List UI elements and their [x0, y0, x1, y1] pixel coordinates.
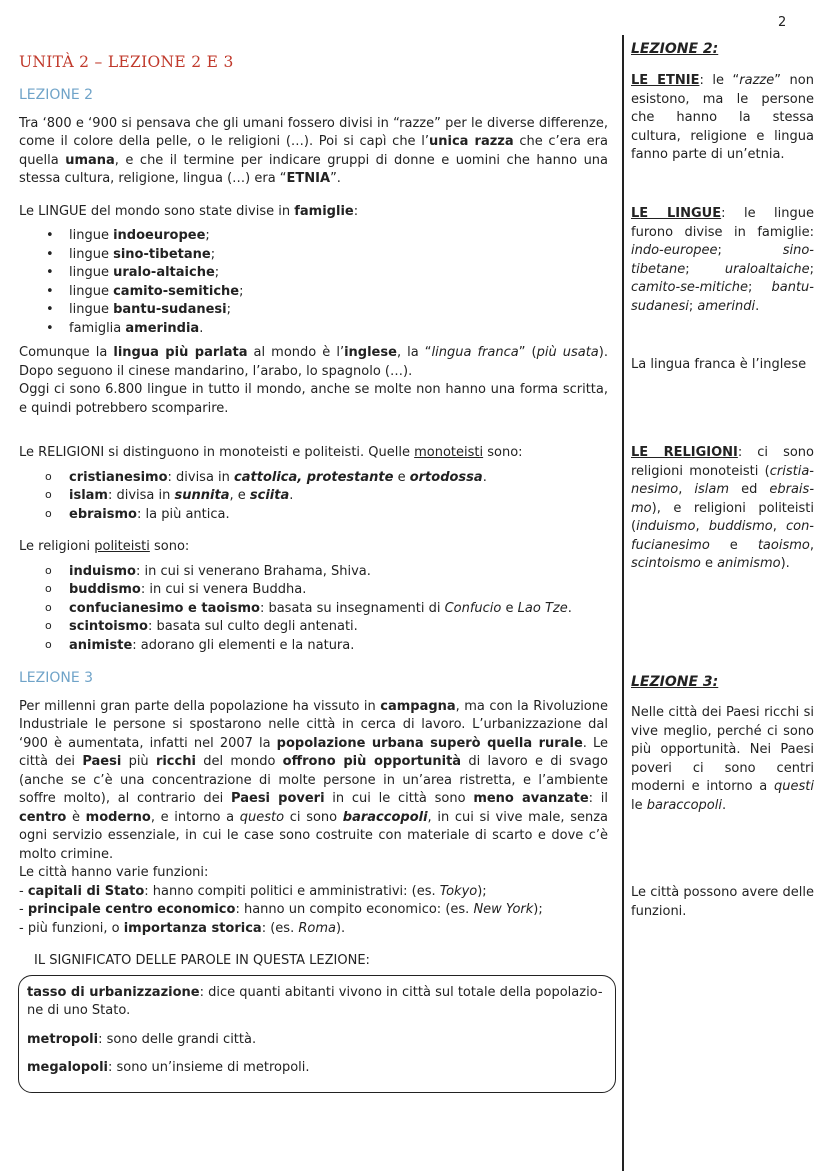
glossary-entry: tasso di urbanizzazione: dice quanti abitanti vivono in città sul totale della popolazio-ne di uno Stato. — [27, 984, 603, 1018]
list-item: • lingue uralo-altaiche; — [19, 264, 608, 283]
list-item: o cristianesimo: divisa in cattolica, protestante e ortodossa. — [19, 469, 608, 488]
list-item: • lingue camito-semitiche; — [19, 283, 608, 302]
list-item: o confucianesimo e taoismo: basata su insegnamenti di Confucio e Lao Tze. — [19, 600, 608, 619]
politeisti-list — [19, 563, 608, 656]
side-lesson-2-heading: LEZIONE 2: — [631, 41, 719, 57]
etnia-paragraph: Tra ‘800 e ‘900 si pensava che gli umani fossero divisi in “razze” per le diverse differenze, come il colore della pelle, o le religioni (…). Poi si capì che l’unica razza che c’era era quella umana, e che il termine per indicare gruppi di donne e uomini che hanno una stessa cultura, religione, lingua (…) era “ETNIA”. — [19, 115, 609, 186]
glossary-entry: megalopoli: sono un’insieme di metropoli. — [27, 1060, 310, 1075]
side-religioni: LE RELIGIONI: ci sono religioni monoteisti (cristia-nesimo, islam ed ebrais-mo), e religioni politeisti (induismo, buddismo, con-fucianesimo e taoismo, scintoismo e animismo). — [631, 445, 815, 571]
column-divider — [622, 35, 624, 1171]
side-lingue: LE LINGUE: le lingue furono divise in famiglie: indo-europee; sino-tibetane; uraloaltaiche; camito-se-mitiche; bantu-sudanesi; amerindi. — [631, 206, 814, 314]
lesson-2-heading: LEZIONE 2 — [19, 87, 94, 103]
glossary-entry: metropoli: sono delle grandi città. — [27, 1031, 257, 1047]
urbanizzazione-paragraph: Per millenni gran parte della popolazione ha vissuto in campagna, ma con la Rivoluzione Industriale le persone si spostarono nelle città in cerca di lavoro. L’urbanizzazione dal ‘900 è aumentata, infatti nel 2007 la popolazione urbana superò quella rurale. Le città dei Paesi più ricchi del mondo offrono più opportunità di lavoro e di svago (anche se c’è una concentrazione di molte persone in un’area ristretta, e l’ambiente soffre molto), al contrario dei Paesi poveri in cui le città sono meno avanzate: il centro è moderno, e intorno a questo ci sono baraccopoli, in cui si vive male, senza ogni servizio essenziale, in cui le case sono costruite con materiale di scarto e dove c’è molto crimine. — [19, 698, 609, 862]
list-item: • lingue sino-tibetane; — [19, 246, 608, 265]
lingua-franca-paragraph: Comunque la lingua più parlata al mondo è l’inglese, la “lingua franca” (più usata). Dopo seguono il cinese mandarino, l’arabo, lo spagnolo (…). Oggi ci sono 6.800 lingue in tutto il mondo, anche se molte non hanno una forma scritta, e quindi potrebbero scomparire. — [19, 345, 608, 416]
funzione-item: - principale centro economico: hanno un compito economico: (es. New York); — [19, 902, 543, 917]
list-item: o scintoismo: basata sul culto degli antenati. — [19, 618, 608, 637]
list-item: • lingue indoeuropee; — [19, 227, 608, 246]
list-item: o buddismo: in cui si venera Buddha. — [19, 581, 608, 600]
glossary-title: IL SIGNIFICATO DELLE PAROLE IN QUESTA LEZIONE: — [34, 953, 370, 968]
politeisti-intro: Le religioni politeisti sono: — [19, 539, 190, 554]
page-number: 2 — [778, 15, 787, 30]
side-citta: Nelle città dei Paesi ricchi si vive meglio, perché ci sono più opportunità. Nei Paesi poveri ci sono centri moderni e intorno a questi le baraccopoli. — [631, 705, 814, 813]
list-item: o induismo: in cui si venerano Brahama, Shiva. — [19, 563, 608, 582]
list-item: • lingue bantu-sudanesi; — [19, 301, 608, 320]
side-etnie: LE ETNIE: le “razze” non esistono, ma le persone che hanno la stessa cultura, religione e lingua fanno parte di un’etnia. — [631, 73, 814, 162]
religioni-intro: Le RELIGIONI si distinguono in monoteisti e politeisti. Quelle monoteisti sono: — [19, 445, 523, 460]
monoteisti-list — [19, 469, 608, 525]
side-funzioni: Le città possono avere delle funzioni. — [631, 885, 814, 919]
glossary-box — [18, 975, 616, 1093]
main-column — [19, 52, 608, 1093]
lingue-list — [19, 227, 608, 338]
list-item: • famiglia amerindia. — [19, 320, 608, 339]
side-lingua-franca: La lingua franca è l’inglese — [631, 357, 807, 372]
side-lesson-3-heading: LEZIONE 3: — [631, 674, 719, 690]
lingue-intro: Le LINGUE del mondo sono state divise in famiglie: — [19, 203, 359, 219]
funzioni-intro: Le città hanno varie funzioni: — [19, 865, 209, 880]
lesson-3-heading: LEZIONE 3 — [19, 670, 94, 686]
list-item: o islam: divisa in sunnita, e sciita. — [19, 487, 608, 506]
funzione-item: - più funzioni, o importanza storica: (es. Roma). — [19, 920, 346, 936]
funzione-item: - capitali di Stato: hanno compiti politici e amministrativi: (es. Tokyo); — [19, 883, 487, 899]
list-item: o animiste: adorano gli elementi e la natura. — [19, 637, 608, 656]
unit-title: UNITÀ 2 – LEZIONE 2 E 3 — [19, 53, 234, 71]
list-item: o ebraismo: la più antica. — [19, 506, 608, 525]
